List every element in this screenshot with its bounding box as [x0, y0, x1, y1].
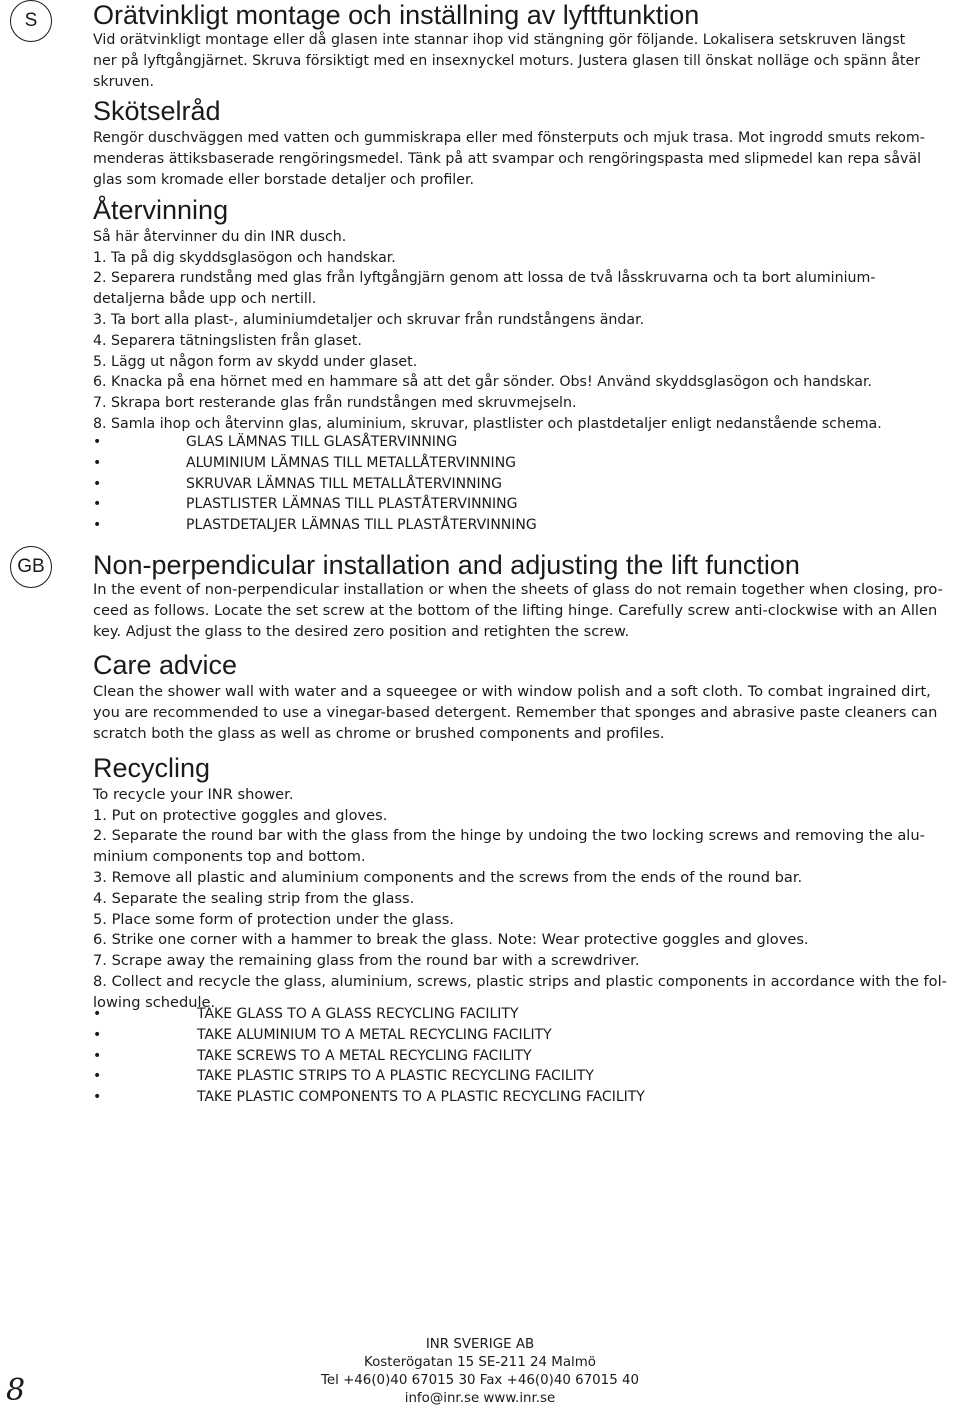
page-number: 8	[6, 1373, 26, 1408]
bullet-text: TAKE PLASTIC COMPONENTS TO A PLASTIC RECYCLING FACILITY	[197, 1089, 645, 1106]
care-title-gb: Care advice	[93, 650, 238, 681]
intro-sv	[93, 30, 953, 92]
care-text-gb	[93, 682, 953, 744]
intro-line: ceed as follows. Locate the set screw at the bottom of the lifting hinge. Carefully screw anti-clockwise with an Allen	[93, 601, 938, 619]
footer-contact-links[interactable]: info@inr.se www.inr.se	[404, 1391, 556, 1406]
bullet-list-gb	[93, 1004, 953, 1108]
section-gb	[93, 550, 953, 1014]
list-item	[93, 453, 953, 474]
bullet-text: SKRUVAR LÄMNAS TILL METALLÅTERVINNING	[186, 475, 502, 492]
recycling-line: 3. Remove all plastic and aluminium components and the screws from the ends of the round bar.	[93, 868, 803, 886]
bullet-icon: •	[93, 1068, 102, 1085]
list-item	[93, 1066, 953, 1087]
bullet-text: TAKE ALUMINIUM TO A METAL RECYCLING FACILITY	[197, 1026, 552, 1043]
footer-company: INR SVERIGE AB	[425, 1337, 535, 1352]
bullet-text: TAKE SCREWS TO A METAL RECYCLING FACILITY	[197, 1047, 532, 1064]
bullet-text: GLAS LÄMNAS TILL GLASÅTERVINNING	[186, 434, 458, 450]
intro-line: Vid orätvinkligt montage eller då glasen inte stannar ihop vid stängning gör följande. Lokalisera setskruven längst	[93, 32, 906, 48]
bullet-icon: •	[93, 496, 102, 513]
bullet-list-sv	[93, 432, 953, 536]
bullet-icon: •	[93, 1089, 102, 1106]
recycling-line: Så här återvinner du din INR dusch.	[93, 228, 347, 245]
bullet-icon: •	[93, 1006, 102, 1022]
footer-phone: Tel +46(0)40 67015 30 Fax +46(0)40 67015 40	[320, 1373, 640, 1388]
recycling-line: 8. Collect and recycle the glass, aluminium, screws, plastic strips and plastic components in accordance with the fol-	[93, 972, 947, 990]
title-sv: Orätvinkligt montage och inställning av lyftftunktion	[93, 0, 700, 30]
intro-line: skruven.	[93, 73, 155, 90]
recycling-line: 7. Skrapa bort resterande glas från rundstången med skruvmejseln.	[93, 395, 577, 412]
care-line: Rengör duschväggen med vatten och gummiskrapa eller med fönsterputs och mjuk trasa. Mot ingrodd smuts rekom-	[93, 130, 925, 147]
list-item	[93, 1087, 953, 1108]
list-item	[93, 1004, 953, 1025]
footer-address: Kosterögatan 15 SE-211 24 Malmö	[364, 1355, 596, 1370]
bullet-text: TAKE GLASS TO A GLASS RECYCLING FACILITY	[197, 1006, 519, 1022]
recycling-title-gb: Recycling	[93, 752, 211, 783]
list-item	[93, 474, 953, 495]
list-item	[93, 494, 953, 515]
care-line: you are recommended to use a vinegar-based detergent. Remember that sponges and abrasive paste cleaners can	[93, 704, 938, 722]
recycling-line: 5. Lägg ut någon form av skydd under glaset.	[93, 353, 418, 370]
list-item	[93, 515, 953, 536]
footer	[0, 1336, 960, 1408]
recycling-line: 1. Ta på dig skyddsglasögon och handskar.	[93, 249, 396, 266]
care-line: scratch both the glass as well as chrome or brushed components and profiles.	[93, 724, 665, 742]
intro-line: key. Adjust the glass to the desired zero position and retighten the screw.	[93, 622, 630, 640]
care-line: Clean the shower wall with water and a squeegee or with window polish and a soft cloth. To combat ingrained dirt,	[93, 683, 931, 701]
bullet-icon: •	[93, 475, 102, 492]
recycling-line: 4. Separate the sealing strip from the glass.	[93, 889, 415, 907]
care-line: menderas ättiksbaserade rengöringsmedel. Tänk på att svampar och rengöringspasta med slipmedel kan repa såväl	[93, 151, 922, 168]
intro-gb	[93, 580, 953, 642]
recycling-steps-gb	[93, 785, 953, 1014]
recycling-line: To recycle your INR shower.	[93, 785, 294, 803]
recycling-line: detaljerna både upp och nertill.	[93, 291, 317, 308]
bullet-text: PLASTLISTER LÄMNAS TILL PLASTÅTERVINNING	[186, 496, 518, 513]
title-gb: Non-perpendicular installation and adjusting the lift function	[93, 550, 800, 580]
recycling-line: 7. Scrape away the remaining glass from the round bar with a screwdriver.	[93, 952, 640, 970]
recycling-steps-sv	[93, 227, 953, 435]
bullet-text: ALUMINIUM LÄMNAS TILL METALLÅTERVINNING	[186, 454, 517, 471]
language-badge-sv: S	[10, 0, 52, 42]
care-title-sv: Skötselråd	[93, 96, 221, 127]
bullet-text: PLASTDETALJER LÄMNAS TILL PLASTÅTERVINNING	[186, 517, 537, 534]
recycling-line: 2. Separera rundstång med glas från lyftgångjärn genom att lossa de två låsskruvarna och ta bort aluminium-	[93, 270, 876, 287]
list-item	[93, 432, 953, 453]
recycling-line: 4. Separera tätningslisten från glaset.	[93, 332, 362, 349]
recycling-line: 8. Samla ihop och återvinn glas, aluminium, skruvar, plastlister och plastdetaljer enligt nedanstående schema.	[93, 415, 882, 432]
intro-line: In the event of non-perpendicular installation or when the sheets of glass do not remain together when closing, pro-	[93, 581, 943, 598]
bullet-icon: •	[93, 1026, 102, 1043]
section-sv	[93, 0, 953, 435]
recycling-line: 5. Place some form of protection under the glass.	[93, 910, 455, 928]
intro-line: ner på lyftgångjärnet. Skruva försiktigt med en insexnyckel moturs. Justera glasen till önskat nolläge och spänn åter	[93, 52, 921, 69]
recycling-line: lowing schedule.	[93, 993, 216, 1011]
bullet-text: TAKE PLASTIC STRIPS TO A PLASTIC RECYCLING FACILITY	[197, 1068, 594, 1085]
recycling-line: 6. Knacka på ena hörnet med en hammare så att det går sönder. Obs! Använd skyddsglasögon och handskar.	[93, 374, 872, 391]
care-text-sv	[93, 128, 953, 190]
bullet-icon: •	[93, 1047, 102, 1064]
list-item	[93, 1046, 953, 1067]
recycling-line: 6. Strike one corner with a hammer to break the glass. Note: Wear protective goggles and gloves.	[93, 931, 809, 949]
care-line: glas som kromade eller borstade detaljer och profiler.	[93, 171, 474, 188]
list-item	[93, 1025, 953, 1046]
language-badge-gb: GB	[10, 546, 52, 588]
bullet-icon: •	[93, 434, 102, 450]
recycling-line: 2. Separate the round bar with the glass from the hinge by undoing the two locking screws and removing the alu-	[93, 827, 925, 845]
recycling-title-sv: Återvinning	[93, 194, 229, 225]
bullet-icon: •	[93, 454, 102, 471]
recycling-line: minium components top and bottom.	[93, 848, 366, 866]
recycling-line: 3. Ta bort alla plast-, aluminiumdetaljer och skruvar från rundstångens ändar.	[93, 311, 645, 328]
bullet-icon: •	[93, 517, 102, 534]
recycling-line: 1. Put on protective goggles and gloves.	[93, 806, 388, 824]
